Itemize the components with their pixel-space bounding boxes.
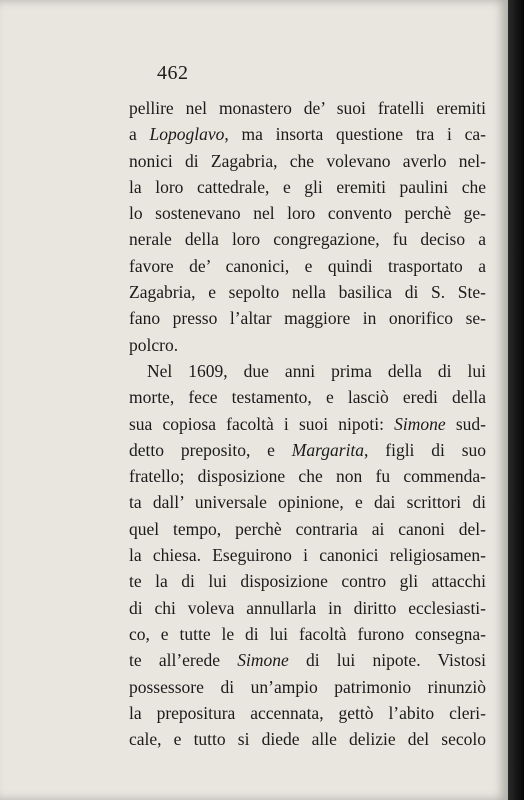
text-line: cale, e tutto si diede alle delizie del secolo xyxy=(129,729,486,750)
body-text xyxy=(129,95,486,752)
text-line: la loro cattedrale, e gli eremiti paulini che xyxy=(129,176,486,197)
text-line: pellire nel monastero de’ suoi fratelli eremiti xyxy=(129,98,486,118)
text-line: co, e tutte le di lui facoltà furono consegna- xyxy=(129,623,486,644)
text-line: nonici di Zagabria, che volevano averlo nel- xyxy=(129,150,486,171)
text-line: Zagabria, e sepolto nella basilica di S. Ste- xyxy=(129,282,486,303)
text-line: possessore di un’ampio patrimonio rinunziò xyxy=(129,676,486,697)
text-line: sua copiosa facoltà i suoi nipoti: Simone sud- xyxy=(129,413,486,434)
paragraph-1 xyxy=(129,95,486,358)
text-line: nerale della loro congregazione, fu deciso a xyxy=(129,229,486,250)
paragraph-2 xyxy=(129,358,486,752)
text-line: di chi voleva annullarla in diritto ecclesiasti- xyxy=(129,597,486,618)
text-line: la chiesa. Eseguirono i canonici religiosamen- xyxy=(129,545,486,566)
text-line: detto preposito, e Margarita, figli di suo xyxy=(129,439,487,460)
text-line: te all’erede Simone di lui nipote. Vistosi xyxy=(129,650,486,671)
text-line: te la di lui disposizione contro gli attacchi xyxy=(129,571,486,592)
text-line: ta dall’ universale opinione, e dai scrittori di xyxy=(129,492,486,513)
text-line: lo sostenevano nel loro convento perchè ge- xyxy=(129,203,486,224)
text-line: favore de’ canonici, e quindi trasportato a xyxy=(129,255,486,276)
text-line: la prepositura accennata, gettò l’abito cleri- xyxy=(129,702,486,723)
page-number: 462 xyxy=(157,62,189,84)
text-line: morte, fece testamento, e lasciò eredi della xyxy=(129,387,486,408)
text-line: fano presso l’altar maggiore in onorifico se- xyxy=(129,308,486,329)
text-line: quel tempo, perchè contraria ai canoni del- xyxy=(129,518,486,539)
text-line: Nel 1609, due anni prima della di lui xyxy=(147,360,486,381)
text-line: fratello; disposizione che non fu commenda- xyxy=(129,466,486,487)
text-line: a Lopoglavo, ma insorta questione tra i ca- xyxy=(129,124,486,145)
text-line: polcro. xyxy=(129,334,179,355)
book-spine-shadow xyxy=(508,0,524,800)
